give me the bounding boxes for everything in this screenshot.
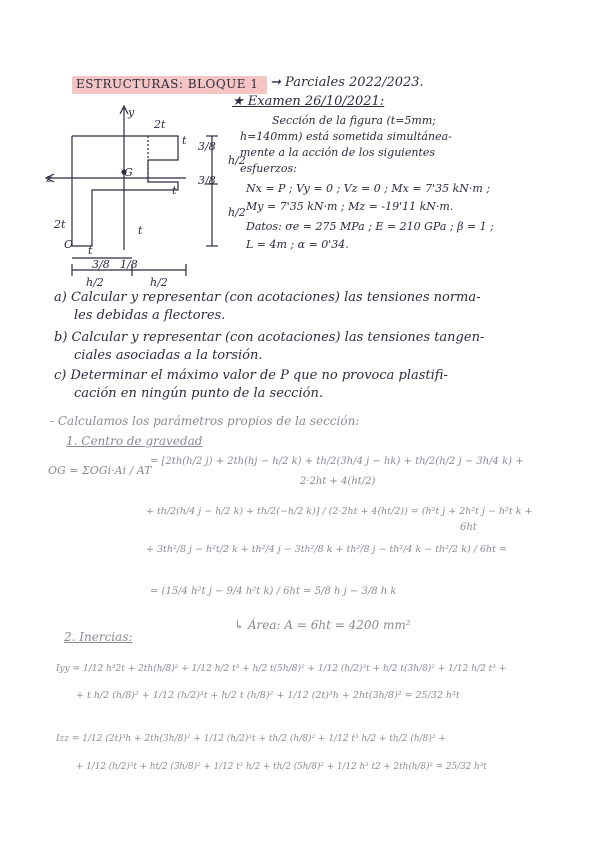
label-o: O — [64, 238, 74, 251]
label-3-8-c: 3/8 — [92, 258, 110, 271]
statement-line-7: Datos: σe = 275 MPa ; E = 210 GPa ; β = 1 ; — [246, 220, 494, 233]
statement-line-2: h=140mm) está sometida simultánea- — [240, 130, 452, 143]
cg-denominator-1: 2·2ht + 4(ht/2) — [300, 476, 376, 487]
label-t-right: t — [182, 134, 187, 147]
question-c-line-2: cación en ningún punto de la sección. — [74, 386, 323, 401]
course-title: ESTRUCTURAS: BLOQUE 1 — [76, 77, 259, 91]
label-1-8: 1/8 — [120, 258, 138, 271]
statement-line-6: My = 7'35 kN·m ; Mz = -19'11 kN·m. — [246, 200, 454, 213]
cg-lhs: OG = ΣOGi·Ai / AT — [48, 464, 152, 477]
question-a-line-1: a) Calcular y representar (con acotaciones) las tensiones norma- — [54, 290, 481, 305]
header-partial-label: Parciales 2022/2023. — [285, 75, 424, 90]
cg-line-2: + th/2(h/4 j − h/2 k) + th/2(−h/2 k)] / (2·2ht + 4(ht/2)) = (h²t j + 2h²t j − h²t k + — [146, 506, 533, 517]
label-y: y — [128, 106, 135, 119]
question-b-line-2: ciales asociadas a la torsión. — [74, 348, 263, 363]
question-c-line-1: c) Determinar el máximo valor de P que no provoca plastifi- — [54, 368, 448, 383]
statement-line-4: esfuerzos: — [240, 162, 297, 175]
label-t-bottom: t — [88, 244, 93, 257]
label-z: z — [46, 172, 52, 185]
statement-line-1: Sección de la figura (t=5mm; — [272, 114, 436, 127]
label-2t-top: 2t — [154, 118, 166, 131]
label-2t-left: 2t — [54, 218, 66, 231]
solution-intro: - Calculamos los parámetros propios de la sección: — [50, 414, 360, 428]
label-3-8-b: 3/8 — [198, 174, 216, 187]
izz-line-2: + 1/12 (h/2)³t + ht/2 (3h/8)² + 1/12 t³ h/2 + th/2 (5h/8)² + 1/12 h³ t2 + 2th(h/8)² = 25/32 h³t — [76, 762, 487, 772]
area-text: Área: A = 6ht = 4200 mm² — [247, 618, 411, 632]
step-2-title: 2. Inercias: — [64, 630, 133, 644]
exam-title: ★ Examen 26/10/2021: — [232, 94, 385, 109]
cg-line-4: = (15/4 h²t j − 9/4 h²t k) / 6ht = 5/8 h j − 3/8 h k — [150, 586, 397, 597]
area-result: ↳ Área: A = 6ht = 4200 mm² — [234, 618, 411, 632]
cg-line-1: = [2th(h/2 j) + 2th(hj − h/2 k) + th/2(3h/4 j − hk) + th/2(h/2 j − 3h/4 k) + — [150, 456, 524, 467]
iyy-line-1: Iyy = 1/12 h³2t + 2th(h/8)² + 1/12 h/2 t³ + h/2 t(5h/8)² + 1/12 (h/2)³t + h/2 t(3h/8)² + 1/12 h/2 t³ + — [56, 664, 507, 674]
exam-date: Examen 26/10/2021: — [247, 94, 385, 109]
label-t-mid: t — [172, 184, 177, 197]
label-g: G — [124, 166, 133, 179]
cg-line-3: + 3th²/8 j − h²t/2 k + th²/4 j − 3th²/8 k + th²/8 j − th²/4 k − th²/2 k) / 6ht = — [146, 544, 507, 555]
label-h2-a: h/2 — [228, 154, 246, 167]
cg-denominator-2: 6ht — [460, 522, 477, 533]
question-b-line-1: b) Calcular y representar (con acotaciones) las tensiones tangen- — [54, 330, 485, 345]
label-h2-d: h/2 — [150, 276, 168, 289]
statement-line-8: L = 4m ; α = 0'34. — [246, 238, 349, 251]
label-h2-c: h/2 — [86, 276, 104, 289]
statement-line-5: Nx = P ; Vy = 0 ; Vz = 0 ; Mx = 7'35 kN·m ; — [246, 182, 491, 195]
iyy-line-2: + t h/2 (h/8)² + 1/12 (h/2)³t + h/2 t (h/8)² + 1/12 (2t)³h + 2ht(3h/8)² = 25/32 h³t — [76, 690, 460, 701]
label-3-8-a: 3/8 — [198, 140, 216, 153]
step-1-title: 1. Centro de gravedad — [66, 434, 203, 448]
label-t-lower: t — [138, 224, 143, 237]
header-arrow-text: ➞ Parciales 2022/2023. — [270, 75, 424, 90]
izz-line-1: Izz = 1/12 (2t)³h + 2th(3h/8)² + 1/12 (h/2)³t + th/2 (h/8)² + 1/12 t³ h/2 + th/2 (h/8)² + — [56, 734, 446, 744]
statement-line-3: mente a la acción de los siguientes — [240, 146, 435, 159]
label-h2-b: h/2 — [228, 206, 246, 219]
question-a-line-2: les debidas a flectores. — [74, 308, 226, 323]
section-outline — [72, 136, 178, 246]
